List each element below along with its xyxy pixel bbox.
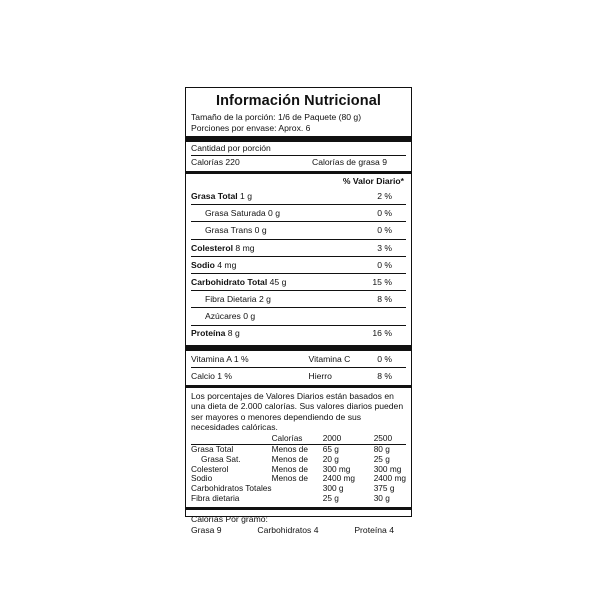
dv-row [191, 455, 406, 465]
nutrient-amount: 45 g [267, 276, 287, 287]
dv-cell: 30 g [373, 493, 390, 504]
nutrient-label [191, 191, 252, 201]
nutrient-row [191, 239, 406, 256]
dv-cell [191, 434, 272, 444]
dv-cell: 2500 [374, 434, 406, 444]
nutrient-row [191, 256, 406, 273]
nutrient-percent: 2 % [377, 190, 392, 201]
per-gram-row [191, 525, 406, 535]
nutrient-row [191, 273, 406, 290]
nutrient-amount: 8 g [225, 328, 240, 339]
calories-per-gram: Calorías Por gramo: [191, 514, 268, 525]
dv-cell: 2400 mg [373, 473, 406, 484]
calories-row [191, 155, 406, 169]
dv-cell: 300 mg [322, 463, 351, 474]
dv-cell: 2000 [323, 434, 374, 444]
vitamin-name: Calcio 1 % [191, 371, 233, 382]
daily-values-table [191, 434, 406, 505]
nutrient-percent: 0 % [377, 259, 392, 270]
nutrient-row [191, 221, 406, 238]
medium-divider [186, 507, 411, 510]
nutrient-label [191, 243, 255, 253]
nutrient-name: Sodio [191, 259, 215, 270]
nutrient-amount: Grasa Saturada 0 g [205, 208, 281, 219]
label-title: Información Nutricional [215, 93, 382, 109]
nutrient-percent: 15 % [372, 276, 392, 287]
nutrient-label [191, 208, 280, 218]
dv-cell: Menos de [271, 453, 308, 464]
nutrient-name: Proteína [191, 328, 226, 339]
footnote: Los porcentajes de Valores Diarios están basados en una dieta de 2.000 calorías. Sus valores diarios pueden ser mayores o menores dependiendo de sus necesidades calóricas. [191, 390, 404, 433]
vitamin-name: Vitamina A 1 % [191, 353, 249, 364]
dv-cell [272, 494, 323, 504]
per-gram-carbs: Carbohidratos 4 [257, 524, 319, 535]
nutrient-row [191, 307, 406, 324]
dv-cell: Menos de [271, 443, 308, 454]
nutrient-label [191, 294, 271, 304]
vitamin-row [191, 367, 406, 385]
dv-cell: 25 g [322, 493, 339, 504]
dv-cell: Grasa Total [191, 443, 234, 454]
dv-cell: 20 g [322, 453, 339, 464]
servings-per-container: Porciones por envase: Aprox. 6 [191, 122, 311, 133]
dv-row [191, 494, 406, 504]
nutrient-label [191, 260, 236, 270]
nutrient-label [191, 277, 286, 287]
dv-cell: Calorías [272, 434, 323, 444]
vitamin-percent: 0 % [377, 353, 392, 364]
vitamin-name: Hierro [308, 371, 332, 382]
per-gram-protein: Proteína 4 [354, 524, 394, 535]
dv-cell: 80 g [373, 443, 390, 454]
dv-cell: 300 mg [373, 463, 402, 474]
nutrient-list [191, 188, 406, 342]
dv-header-row [191, 434, 406, 444]
dv-cell: Menos de [271, 473, 308, 484]
nutrient-amount: 4 mg [214, 259, 237, 270]
dv-cell: Sodio [191, 473, 213, 484]
vitamin-list [191, 351, 406, 385]
nutrient-name: Carbohidrato Total [191, 276, 268, 287]
vitamin-left [191, 371, 299, 381]
serving-size: Tamaño de la porción: 1/6 de Paquete (80 g) [191, 112, 362, 123]
nutrient-row [191, 188, 406, 204]
nutrient-amount: 1 g [237, 190, 252, 201]
nutrient-percent: 8 % [377, 294, 392, 305]
calories-from-fat: Calorías de grasa 9 [312, 157, 387, 168]
dv-cell: Menos de [271, 463, 308, 474]
nutrient-name: Grasa Total [191, 190, 238, 201]
dv-cell: Colesterol [191, 463, 229, 474]
nutrient-row [191, 290, 406, 307]
dv-row [191, 444, 406, 454]
nutrient-amount: 8 mg [233, 242, 255, 253]
nutrient-label [191, 328, 240, 338]
dv-cell: 2400 mg [322, 473, 356, 484]
medium-divider [186, 385, 411, 388]
vitamin-percent: 8 % [377, 371, 392, 382]
nutrient-percent: 0 % [377, 208, 392, 219]
vitamin-left [191, 354, 299, 364]
nutrient-percent: 0 % [377, 225, 392, 236]
nutrient-label [191, 311, 255, 321]
nutrient-amount: Grasa Trans 0 g [205, 225, 267, 236]
nutrient-amount: Azúcares 0 g [205, 311, 256, 322]
dv-cell: 375 g [373, 483, 395, 494]
vitamin-right [299, 371, 407, 381]
dv-cell: Grasa Sat. [201, 453, 241, 464]
dv-cell: Carbohidratos Totales [191, 483, 272, 494]
nutrient-name: Colesterol [191, 242, 234, 253]
amount-per-serving: Cantidad por porción [191, 143, 271, 154]
calories: Calorías 220 [191, 157, 240, 168]
vitamin-name: Vitamina C [308, 353, 351, 364]
dv-cell: Fibra dietaria [191, 493, 240, 504]
nutrient-percent: 3 % [377, 242, 392, 253]
dv-cell: 25 g [373, 453, 390, 464]
dv-cell: 300 g [322, 483, 344, 494]
nutrient-row [191, 204, 406, 221]
vitamin-row [191, 351, 406, 368]
dv-cell [272, 484, 323, 494]
daily-value-header: % Valor Diario* [342, 175, 404, 186]
dv-cell: 65 g [322, 443, 339, 454]
nutrition-facts-label [185, 87, 412, 535]
per-gram-fat: Grasa 9 [191, 524, 222, 535]
nutrient-row [191, 325, 406, 342]
nutrient-label [191, 225, 267, 235]
vitamin-right [299, 354, 407, 364]
nutrient-percent: 16 % [372, 328, 392, 339]
nutrient-amount: Fibra Dietaria 2 g [205, 294, 271, 305]
